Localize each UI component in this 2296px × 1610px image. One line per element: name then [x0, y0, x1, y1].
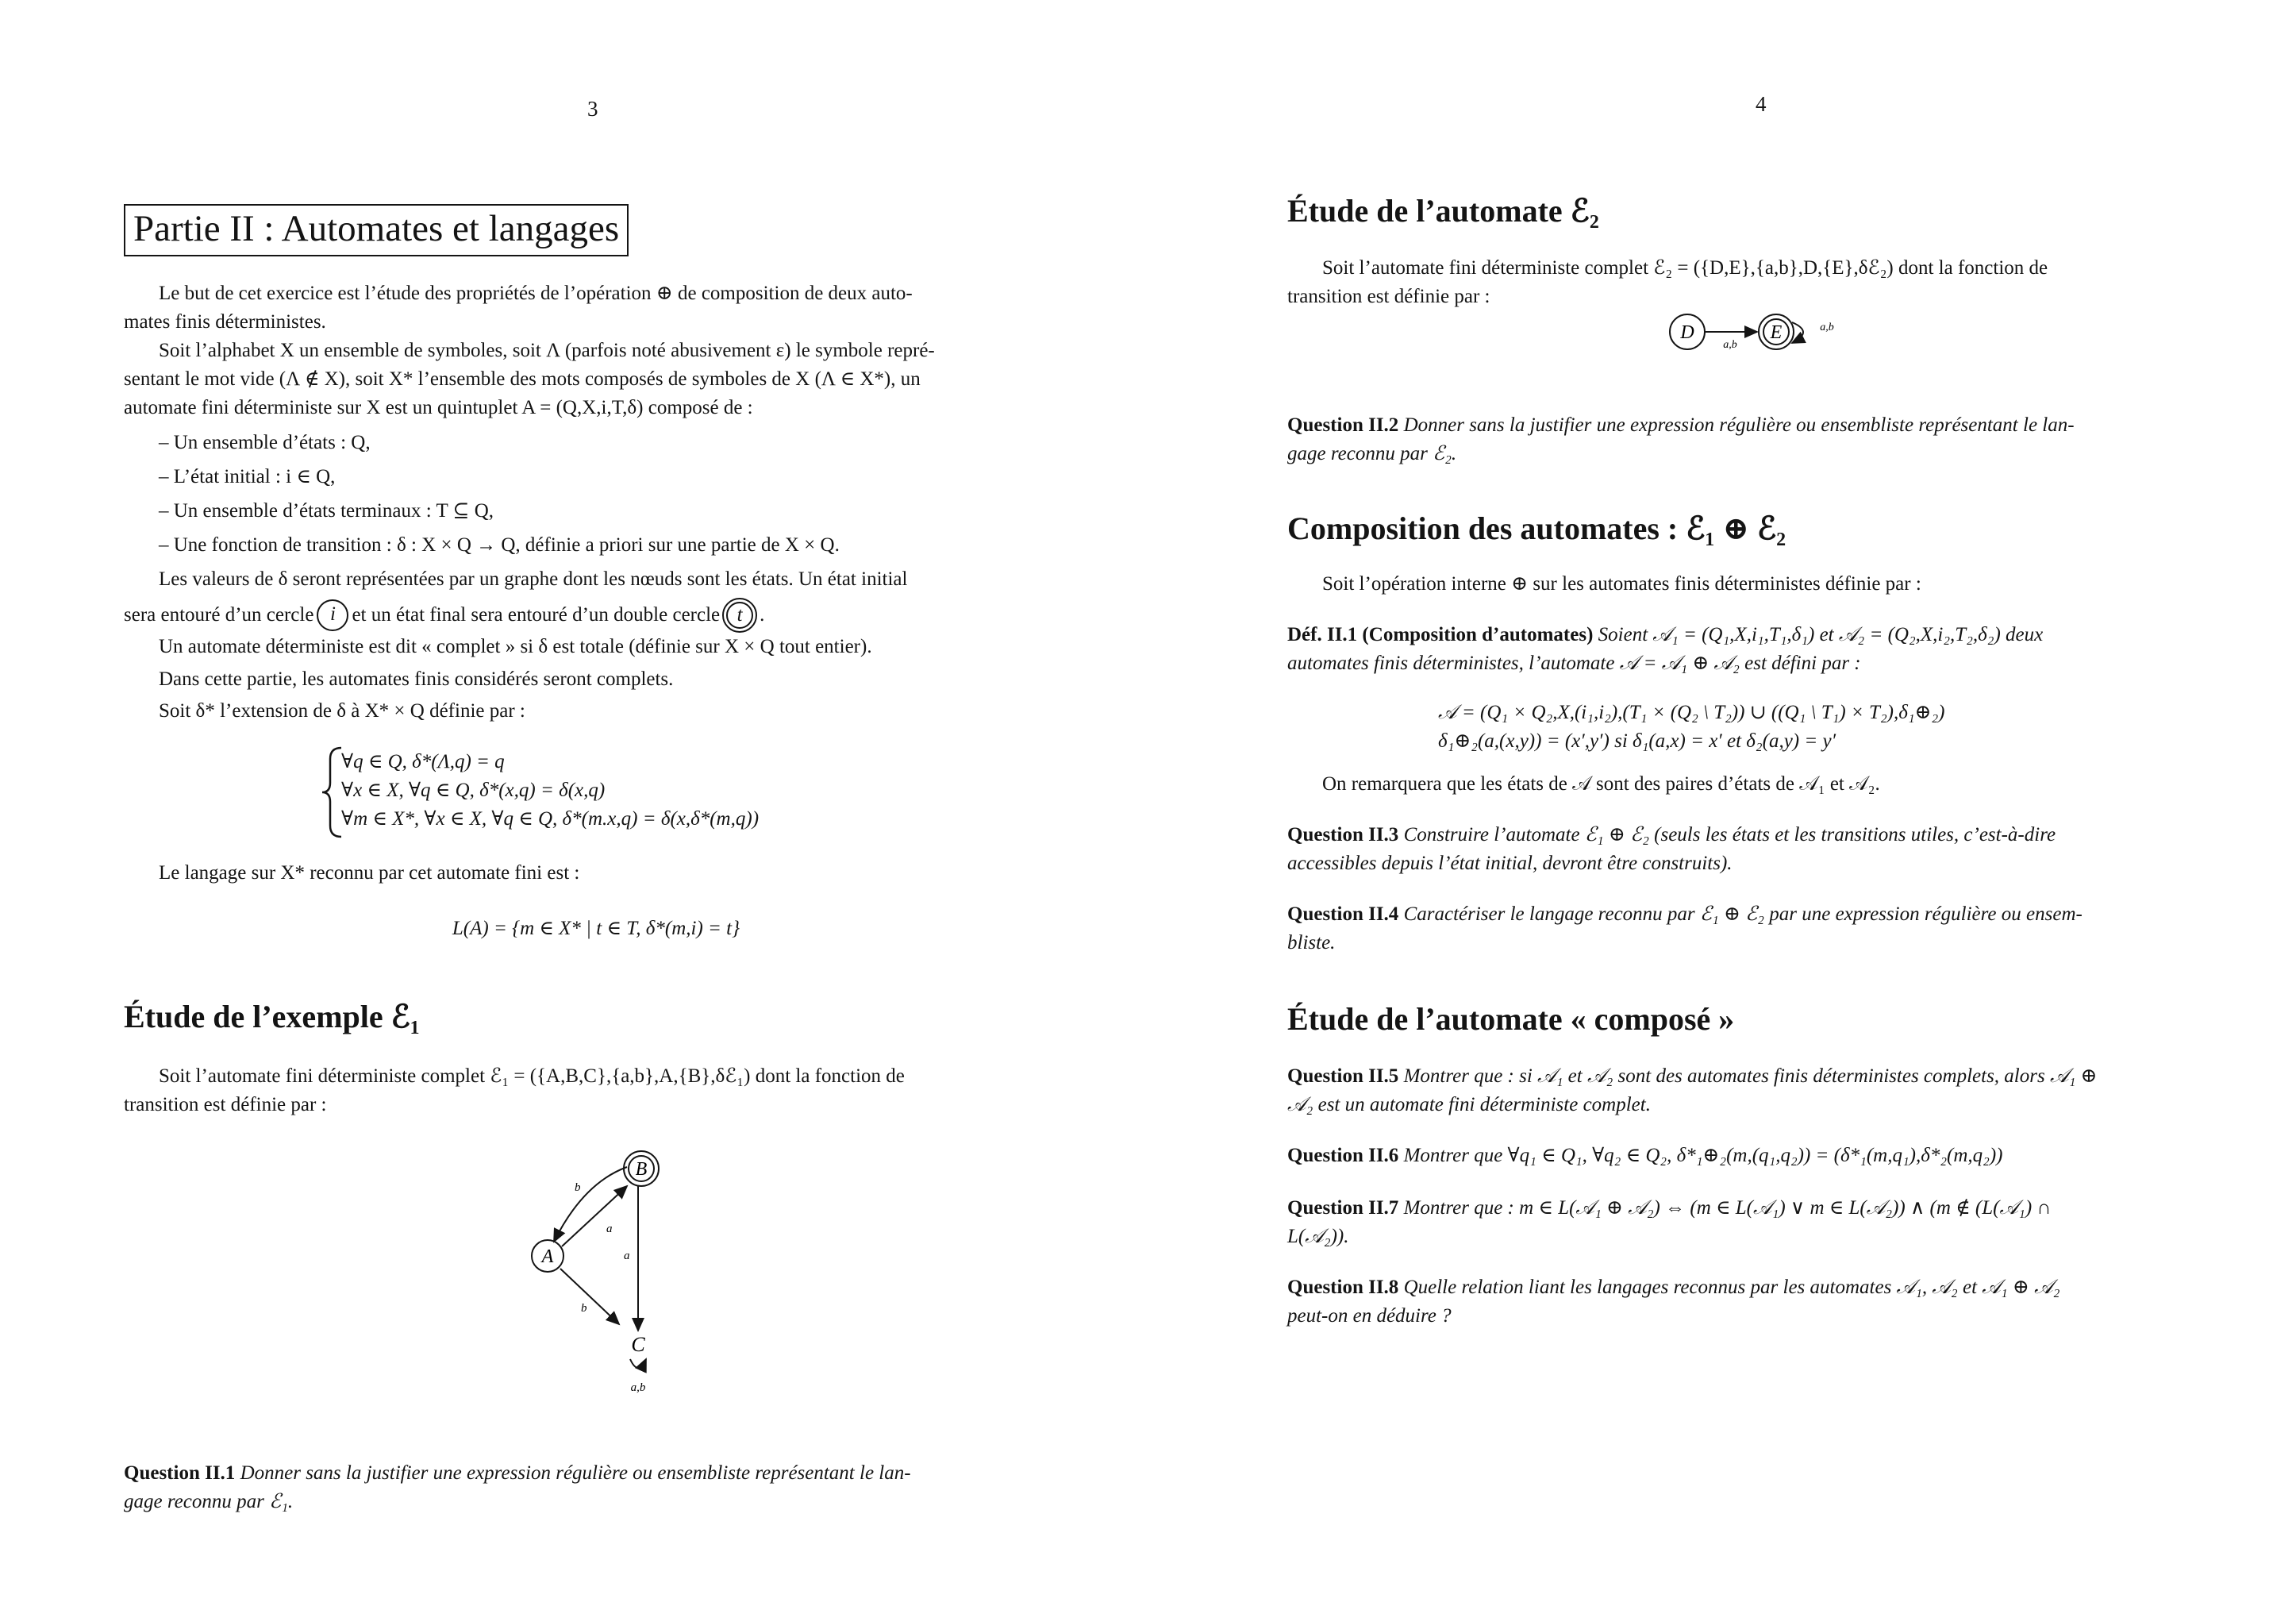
edge-c-loop — [630, 1359, 646, 1368]
heading-automate-e2: Étude de l’automate ℰ₂ — [1287, 193, 1599, 229]
question-label: Question II.5 — [1287, 1065, 1399, 1087]
question-text: Construire l’automate ℰ₁ ⊕ ℰ₂ (seuls les états et les transitions utiles, c’est-à-dire — [1403, 824, 2056, 845]
list-item: – L’état initial : i ∈ Q, — [159, 466, 336, 487]
question-ii3-cont: accessibles depuis l’état initial, devront être construits). — [1287, 853, 1733, 874]
system-eq-3: ∀m ∈ X*, ∀x ∈ X, ∀q ∈ Q, δ*(m.x,q) = δ(x,δ*(m,q)) — [341, 808, 760, 830]
definition-text: Soient 𝒜₁ = (Q₁,X,i₁,T₁,δ₁) et 𝒜₂ = (Q₂,X,i₂,T₂,δ₂) deux — [1598, 624, 2044, 645]
extension-text: Soit δ* l’extension de δ à X* × Q définie par : — [159, 700, 525, 722]
question-ii1 — [124, 1459, 911, 1488]
initial-state-circle: i — [317, 599, 348, 631]
question-label: Question II.7 — [1287, 1197, 1399, 1219]
question-label: Question II.4 — [1287, 903, 1399, 925]
e2-text-2: transition est définie par : — [1287, 286, 1490, 307]
heading-compose: Étude de l’automate « composé » — [1287, 1001, 1735, 1037]
list-item: – Un ensemble d’états terminaux : T ⊆ Q, — [159, 500, 494, 522]
definition-text-cont: automates finis déterministes, l’automate 𝒜 = 𝒜₁ ⊕ 𝒜₂ est défini par : — [1287, 653, 1861, 674]
question-label: Question II.6 — [1287, 1145, 1399, 1166]
language-text: Le langage sur X* reconnu par cet automate fini est : — [159, 862, 580, 884]
example-text-1: Soit l’automate fini déterministe complet ℰ₁ = ({A,B,C},{a,b},A,{B},δℰ₁) dont la fonction de — [159, 1065, 905, 1087]
automaton-e1-diagram — [508, 1135, 698, 1405]
intro-line-3: Soit l’alphabet X un ensemble de symboles, soit Λ (parfois noté abusivement ε) le symbole repré- — [159, 340, 935, 361]
op-text: Soit l’opération interne ⊕ sur les automates finis déterministes définie par : — [1322, 573, 1921, 595]
graph-text-segment: sera entouré d’un cercle — [124, 604, 314, 626]
edge-b-to-a — [554, 1167, 627, 1242]
remark: On remarquera que les états de 𝒜 sont des paires d’états de 𝒜₁ et 𝒜₂. — [1322, 773, 1880, 795]
question-text: Montrer que ∀q₁ ∈ Q₁, ∀q₂ ∈ Q₂, δ*₁⊕₂(m,(q₁,q₂)) = (δ*₁(m,q₁),δ*₂(m,q₂)) — [1403, 1145, 2003, 1166]
automaton-e2-diagram — [1659, 302, 1865, 365]
list-item: – Un ensemble d’états : Q, — [159, 432, 371, 453]
question-text: Montrer que : si 𝒜₁ et 𝒜₂ sont des automates finis déterministes complets, alors 𝒜₁ ⊕ — [1403, 1065, 2098, 1087]
question-ii4-cont: bliste. — [1287, 932, 1336, 953]
section-assumption: Dans cette partie, les automates finis considérés seront complets. — [159, 668, 674, 690]
page-number-right: 4 — [1756, 92, 1767, 116]
definition-formula-2: δ₁⊕₂(a,(x,y)) = (x′,y′) si δ₁(a,x) = x′ et δ₂(a,y) = y′ — [1438, 730, 1836, 752]
definition-formula-1: 𝒜 = (Q₁ × Q₂,X,(i₁,i₂),(T₁ × (Q₂ \ T₂)) ∪ ((Q₁ \ T₁) × T₂),δ₁⊕₂) — [1438, 702, 1945, 723]
state-a-label: A — [541, 1246, 554, 1267]
question-ii1-cont: gage reconnu par ℰ₁. — [124, 1491, 294, 1512]
system-eq-1: ∀q ∈ Q, δ*(Λ,q) = q — [341, 751, 505, 772]
question-ii3 — [1287, 821, 2056, 849]
question-ii7-cont: L(𝒜₂)). — [1287, 1226, 1349, 1247]
question-label: Question II.3 — [1287, 824, 1399, 845]
edge-label-ab: a,b — [1820, 322, 1834, 333]
question-ii5 — [1287, 1062, 2098, 1091]
edge-a-to-b — [562, 1186, 627, 1246]
state-b-label: B — [635, 1159, 648, 1180]
question-text: Donner sans la justifier une expression régulière ou ensembliste représentant le lan- — [240, 1462, 911, 1484]
question-label: Question II.2 — [1287, 414, 1399, 436]
system-eq-2: ∀x ∈ X, ∀q ∈ Q, δ*(x,q) = δ(x,q) — [341, 780, 606, 801]
intro-line-5: automate fini déterministe sur X est un quintuplet A = (Q,X,i,T,δ) composé de : — [124, 397, 753, 418]
intro-line-2: mates finis déterministes. — [124, 311, 326, 333]
page-number-left: 3 — [587, 97, 598, 121]
question-ii2 — [1287, 411, 2075, 440]
complete-definition: Un automate déterministe est dit « complet » si δ est totale (définie sur X × Q tout entier). — [159, 636, 872, 657]
question-label: Question II.1 — [124, 1462, 236, 1484]
graph-text-line-1: Les valeurs de δ seront représentées par un graphe dont les nœuds sont les états. Un état initial — [159, 568, 908, 590]
question-label: Question II.8 — [1287, 1277, 1399, 1298]
graph-text-segment: et un état final sera entouré d’un double cercle — [352, 604, 721, 626]
state-c-label: C — [631, 1333, 645, 1356]
question-ii6 — [1287, 1142, 2003, 1170]
example-text-2: transition est définie par : — [124, 1094, 327, 1115]
example-heading: Étude de l’exemple ℰ₁ — [124, 999, 420, 1034]
edge-label-ab: a,b — [1723, 339, 1737, 351]
state-d-label: D — [1680, 322, 1694, 343]
edge-label-a: a — [606, 1223, 613, 1235]
question-text: Montrer que : m ∈ L(𝒜₁ ⊕ 𝒜₂) ⇔ (m ∈ L(𝒜₁) ∨ m ∈ L(𝒜₂)) ∧ (m ∉ (L(𝒜₁) ∩ — [1403, 1197, 2052, 1219]
definition-ii1 — [1287, 621, 2043, 649]
heading-composition: Composition des automates : ℰ₁ ⊕ ℰ₂ — [1287, 510, 1786, 546]
edge-label-b: b — [581, 1302, 587, 1315]
graph-text-line-2 — [124, 599, 764, 631]
e2-text-1: Soit l’automate fini déterministe complet ℰ₂ = ({D,E},{a,b},D,{E},δℰ₂) dont la fonction de — [1322, 257, 2048, 279]
intro-line-1: Le but de cet exercice est l’étude des propriétés de l’opération ⊕ de composition de deux auto- — [159, 283, 913, 304]
edge-a-to-c — [560, 1269, 619, 1324]
part-title: Partie II : Automates et langages — [124, 204, 629, 256]
question-text: Donner sans la justifier une expression régulière ou ensembliste représentant le lan- — [1403, 414, 2075, 436]
list-item: – Une fonction de transition : δ : X × Q → Q, définie a priori sur une partie de X × Q. — [159, 534, 840, 556]
definition-label: Déf. II.1 (Composition d’automates) — [1287, 624, 1594, 645]
question-text: Quelle relation liant les langages reconnus par les automates 𝒜₁, 𝒜₂ et 𝒜₁ ⊕ 𝒜₂ — [1403, 1277, 2060, 1298]
question-ii7 — [1287, 1194, 2051, 1223]
edge-label-ab: a,b — [630, 1381, 646, 1394]
edge-label-b: b — [575, 1181, 581, 1194]
question-ii5-cont: 𝒜₂ est un automate fini déterministe complet. — [1287, 1094, 1651, 1115]
final-state-double-circle: t — [726, 602, 753, 629]
edge-label-a: a — [624, 1250, 630, 1262]
question-ii8 — [1287, 1273, 2059, 1302]
intro-line-4: sentant le mot vide (Λ ∉ X), soit X* l’ensemble des mots composés de symboles de X (Λ ∈ X*), un — [124, 368, 921, 390]
language-formula: L(A) = {m ∈ X* | t ∈ T, δ*(m,i) = t} — [452, 918, 740, 939]
question-ii2-cont: gage reconnu par ℰ₂. — [1287, 443, 1457, 464]
question-text: Caractériser le langage reconnu par ℰ₁ ⊕ ℰ₂ par une expression régulière ou ensem- — [1403, 903, 2083, 925]
state-e-label: E — [1770, 322, 1783, 343]
question-ii8-cont: peut-on en déduire ? — [1287, 1305, 1452, 1327]
graph-text-segment: . — [760, 604, 765, 626]
question-ii4 — [1287, 900, 2083, 929]
